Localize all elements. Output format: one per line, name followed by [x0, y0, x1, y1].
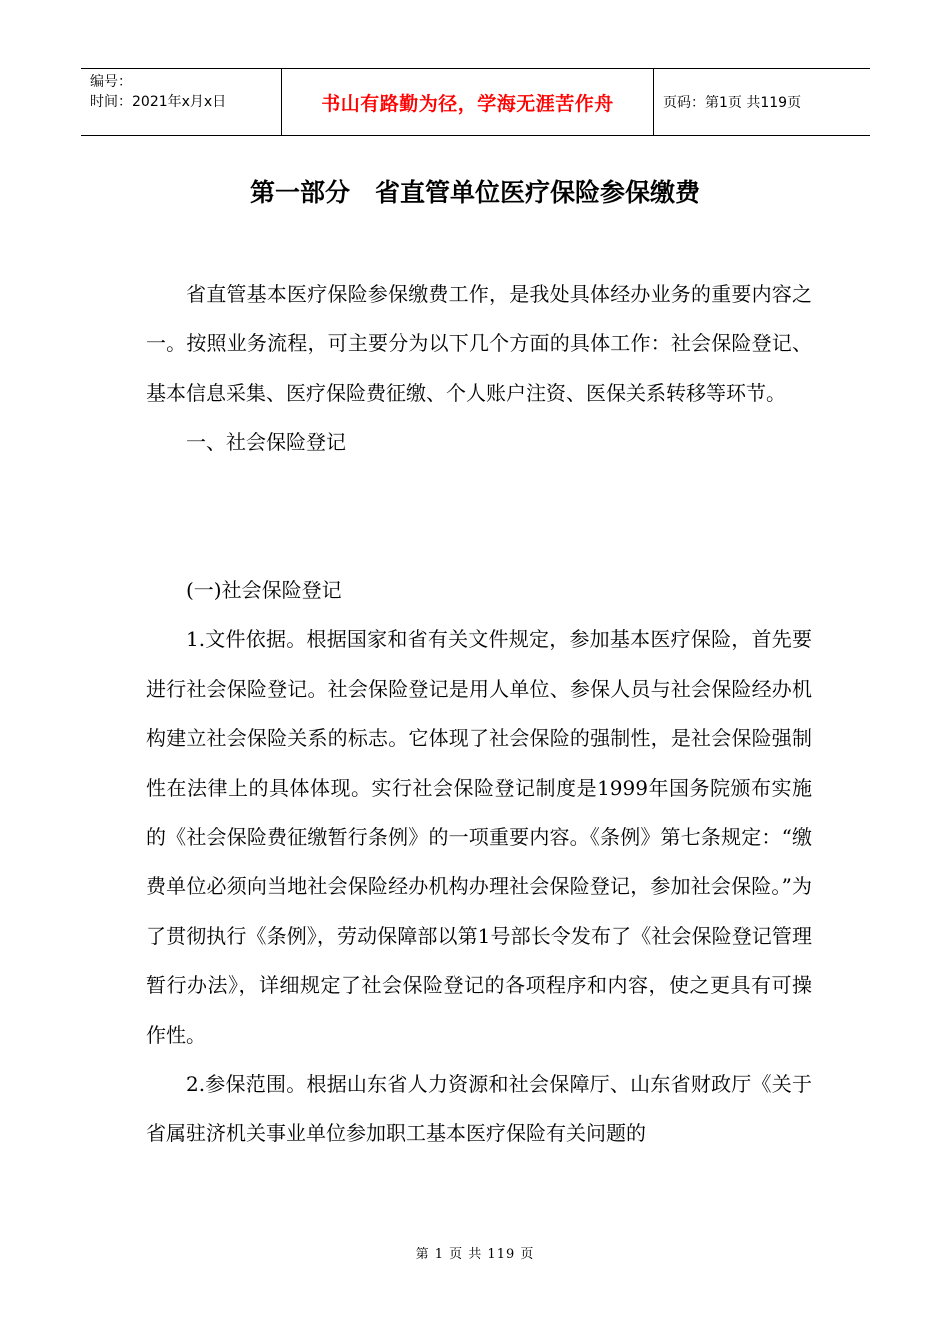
document-number-label: 编号： — [90, 74, 132, 90]
document-body-main — [146, 566, 812, 1159]
paragraph-coverage-scope: 2.参保范围。根据山东省人力资源和社会保障厅、山东省财政厅《关于省属驻济机关事业单位参加职工基本医疗保险有关问题的 — [146, 1072, 812, 1146]
header-motto-cell — [281, 69, 654, 135]
page-title: 第一部分 省直管单位医疗保险参保缴费 — [249, 178, 700, 207]
header-motto: 书山有路勤为径，学海无涯苦作舟 — [321, 92, 614, 115]
section-heading: 一、社会保险登记 — [186, 430, 346, 455]
subsection-heading: (一)社会保险登记 — [186, 578, 342, 602]
header-meta-cell — [81, 69, 281, 135]
header-page-cell — [654, 69, 870, 135]
paragraph-legal-basis: 1.文件依据。根据国家和省有关文件规定，参加基本医疗保险，首先要进行社会保险登记。社会保险登记是用人单位、参保人员与社会保险经办机构建立社会保险关系的标志。它体现了社会保险的强制性，是社会保险强制性在法律上的具体体现。实行社会保险登记制度是1999年国务院颁布实施的《社会保险费征缴暂行条例》的一项重要内容。《条例》第七条规定：“缴费单位必须向当地社会保险经办机构办理社会保险登记，参加社会保险。”为了贯彻执行《条例》，劳动保障部以第1号部长令发布了《社会保险登记管理暂行办法》，详细规定了社会保险登记的各项程序和内容，使之更具有可操作性。 — [146, 627, 812, 1047]
intro-paragraph: 省直管基本医疗保险参保缴费工作，是我处具体经办业务的重要内容之一。按照业务流程，可主要分为以下几个方面的具体工作：社会保险登记、基本信息采集、医疗保险费征缴、个人账户注资、医保关系转移等环节。 — [146, 282, 812, 405]
page-footer: 第 1 页 共 119 页 — [415, 1247, 535, 1262]
header-page-info: 页码：第1页 共119页 — [663, 95, 802, 111]
document-date-label: 时间：2021年x月x日 — [90, 94, 227, 110]
document-header — [81, 68, 870, 136]
document-body-top — [146, 270, 812, 468]
